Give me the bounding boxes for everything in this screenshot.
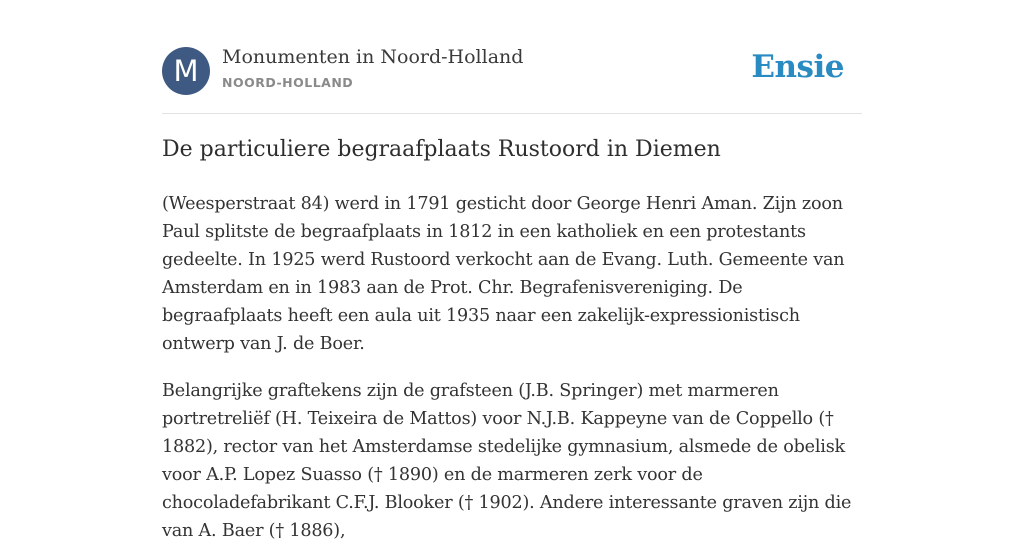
- brand-logo[interactable]: Ensie: [751, 49, 844, 85]
- site-title[interactable]: Monumenten in Noord-Holland: [222, 46, 524, 68]
- avatar[interactable]: M: [162, 47, 210, 95]
- header-divider: [162, 113, 862, 114]
- article-paragraph: Belangrijke graftekens zijn de grafsteen (J.B. Springer) met marmeren portretreliëf (H. Teixeira de Mattos) voor N.J.B. Kappeyne van de Coppello († 1882), rector van het Amsterdamse stedelijke gymnasium, alsmede de obelisk voor A.P. Lopez Suasso († 1890) en de marmeren zerk voor de chocoladefabrikant C.F.J. Blooker († 1902). Andere interessante graven zijn die van A. Baer († 1886),: [162, 381, 852, 541]
- site-subtitle[interactable]: NOORD-HOLLAND: [222, 75, 354, 90]
- article-title: De particuliere begraafplaats Rustoord in Diemen: [162, 137, 721, 162]
- site-header: [162, 46, 862, 96]
- article-paragraph: (Weesperstraat 84) werd in 1791 gesticht door George Henri Aman. Zijn zoon Paul splitste de begraafplaats in 1812 in een katholiek en een protestants gedeelte. In 1925 werd Rustoord verkocht aan de Evang. Luth. Gemeente van Amsterdam en in 1983 aan de Prot. Chr. Begrafenisvereniging. De begraafplaats heeft een aula uit 1935 naar een zakelijk-expressionistisch ontwerp van J. de Boer.: [162, 194, 845, 354]
